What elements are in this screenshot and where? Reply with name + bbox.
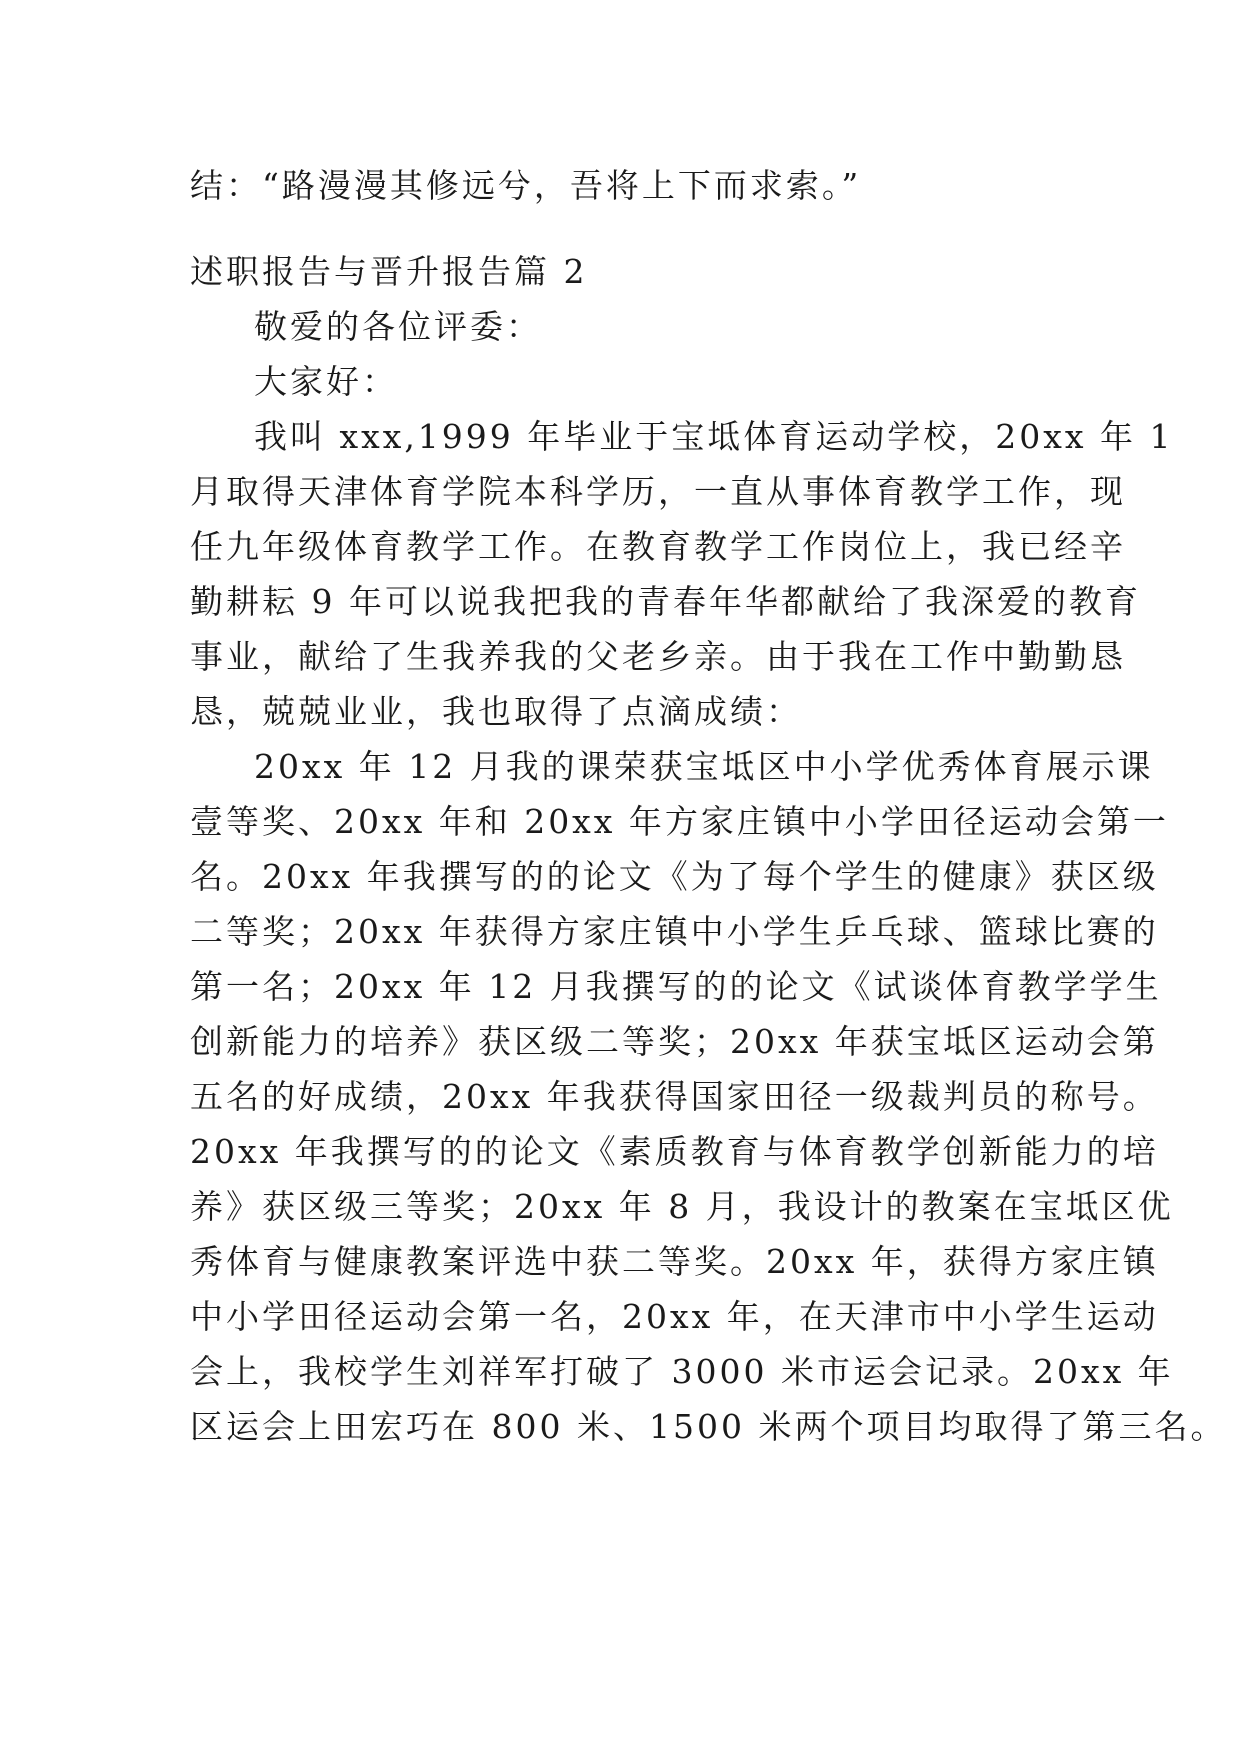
text-line: 结：“路漫漫其修远兮，吾将上下而求索。” — [190, 166, 862, 205]
text-line: 二等奖；20xx 年获得方家庄镇中小学生乒乓球、篮球比赛的 — [190, 912, 1159, 951]
text-line: 事业，献给了生我养我的父老乡亲。由于我在工作中勤勤恳 — [190, 637, 1126, 676]
text-line: 月取得天津体育学院本科学历，一直从事体育教学工作，现 — [190, 472, 1126, 511]
text-line: 20xx 年 12 月我的课荣获宝坻区中小学优秀体育展示课 — [254, 747, 1154, 786]
text-line: 创新能力的培养》获区级二等奖；20xx 年获宝坻区运动会第 — [190, 1022, 1159, 1061]
text-line: 恳，兢兢业业，我也取得了点滴成绩： — [190, 692, 802, 731]
text-line: 勤耕耘 9 年可以说我把我的青春年华都献给了我深爱的教育 — [190, 582, 1141, 621]
text-line: 壹等奖、20xx 年和 20xx 年方家庄镇中小学田径运动会第一 — [190, 802, 1169, 841]
salutation: 敬爱的各位评委： — [254, 307, 542, 346]
text-line: 会上，我校学生刘祥军打破了 3000 米市运会记录。20xx 年 — [190, 1352, 1174, 1391]
text-line: 中小学田径运动会第一名，20xx 年，在天津市中小学生运动 — [190, 1297, 1159, 1336]
text-line: 区运会上田宏巧在 800 米、1500 米两个项目均取得了第三名。 — [190, 1407, 1227, 1446]
text-line: 秀体育与健康教案评选中获二等奖。20xx 年，获得方家庄镇 — [190, 1242, 1159, 1281]
text-line: 20xx 年我撰写的的论文《素质教育与体育教学创新能力的培 — [190, 1132, 1159, 1171]
text-line: 五名的好成绩，20xx 年我获得国家田径一级裁判员的称号。 — [190, 1077, 1159, 1116]
text-line: 第一名；20xx 年 12 月我撰写的的论文《试谈体育教学学生 — [190, 967, 1162, 1006]
text-line: 养》获区级三等奖；20xx 年 8 月，我设计的教案在宝坻区优 — [190, 1187, 1174, 1226]
text-line: 名。20xx 年我撰写的的论文《为了每个学生的健康》获区级 — [190, 857, 1159, 896]
greeting: 大家好： — [254, 362, 398, 401]
section-heading: 述职报告与晋升报告篇 2 — [190, 252, 588, 291]
text-line: 我叫 xxx,1999 年毕业于宝坻体育运动学校，20xx 年 1 — [254, 417, 1174, 456]
text-line: 任九年级体育教学工作。在教育教学工作岗位上，我已经辛 — [190, 527, 1126, 566]
